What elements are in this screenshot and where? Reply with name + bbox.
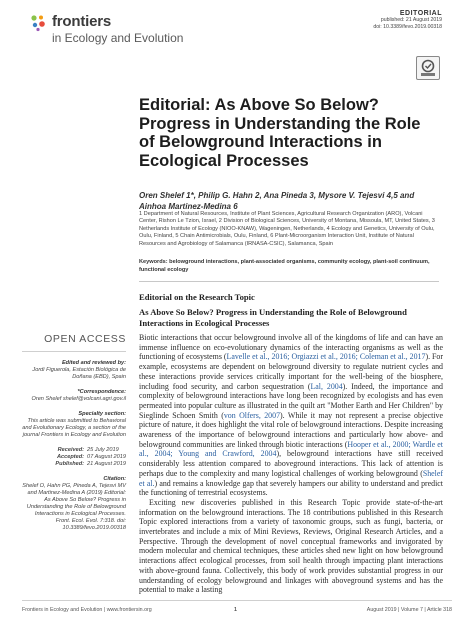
text-run: ). Indeed, the importance and complexity of belowground interactions have long been recognized by ecologists and has even permeated into popular culture as illustrated in the quilt art "Mother Earth and Her Children" by Sieglinde Schoen Smith ( (139, 381, 443, 420)
paragraph: Exciting new discoveries published in this Research Topic provide state-of-the-art information on the belowground interactions. The 18 contributions published in this Research Topic explored interactions from a variety of taxonomic groups, such as fungi, bacteria, or invertebrates and include a mix of Mini Reviews, Reviews, Original Research Articles, and a Perspective. Through the development of novel conceptual frameworks and invigorated by modern molecular and chemical techniques, these articles shed new light on how belowground interactions affect ecological processes, from soil health through impacting plant interactions with above-ground fauna. Collectively, this body of work provides substantial progress in our understanding of ecology belowground and linkages with aboveground systems and has the potential to make a lasting (139, 497, 443, 595)
check-for-updates-icon (417, 57, 439, 79)
check-for-updates-button[interactable] (416, 56, 440, 80)
citation-label: Citation: (103, 476, 126, 482)
article-title: Editorial: As Above So Below? Progress in Understanding the Role of Belowground Interactions in Ecological Processes (139, 96, 421, 170)
specialty-label: Specialty section: (78, 411, 126, 417)
footer-journal[interactable]: Frontiers in Ecology and Evolution | www.frontiersin.org (22, 607, 152, 613)
text-run: ). While it may not represent a precise objective picture of nature, it does highlight the vital role of belowground interactions. Despite increasing awareness of the importance of belowground interactions and particularly how above- and belowground communities are linked through biotic interactions ( (139, 410, 443, 449)
logo-wordmark: frontiers (52, 13, 112, 30)
text-run: ), belowground interactions have still received considerably less attention compared to aboveground interactions. This lack of attention is perhaps due to the complexity and many logistical challenges of working belowground ( (139, 449, 443, 478)
citation-link[interactable]: von Olfers, 2007 (223, 410, 281, 420)
footer-issue: August 2019 | Volume 7 | Article 318 (366, 607, 452, 613)
citation-link[interactable]: Shelef et al. (139, 468, 443, 488)
citation-link[interactable]: Lavelle et al., 2016; Orgiazzi et al., 2016; Coleman et al., 2017 (226, 352, 426, 362)
keywords-text: belowground interactions, plant-associated organisms, community ecology, plant-soil continuum, functional ecology (139, 259, 430, 273)
article-dates (22, 447, 126, 468)
correspondence-text[interactable]: Oren Shelef shelef@volcani.agri.gov.il (31, 396, 126, 402)
citation-link[interactable]: Lal, 2004 (310, 381, 343, 391)
doi-link[interactable]: doi: 10.3389/fevo.2019.00318 (373, 24, 442, 30)
article-meta (282, 10, 442, 31)
article-body (139, 333, 443, 595)
research-topic-title[interactable]: As Above So Below? Progress in Understanding the Role of Belowground Interactions in Ecological Processes (139, 307, 407, 328)
author-list[interactable]: Oren Shelef 1*, Philip G. Hahn 2, Ana Pineda 3, Mysore V. Tejesvi 4,5 and Ainhoa Martinez-Medina 6 (139, 191, 415, 211)
published-date-side: 21 August 2019 (87, 461, 126, 467)
correspondence-label: *Correspondence: (77, 389, 126, 395)
text-run: ). For example, ecosystems are dependent on belowground diversity to regulate nutrient cycles and these interactions provide services critically important for the well-being of the biosphere, including food security, and carbon sequestration ( (139, 352, 443, 391)
footer-divider (22, 600, 452, 601)
keywords (139, 259, 439, 274)
journal-name: in Ecology and Evolution (52, 31, 184, 45)
citation-link[interactable]: Hooper et al., 2000; Wardle et al., 2004; Young and Crawford, 2004 (139, 439, 443, 459)
article-sidebar (22, 333, 126, 540)
published-date: published: 21 August 2019 (380, 17, 442, 23)
text-run: ) and remains a knowledge gap that severely hampers our ability to understand and predict the functioning of terrestrial ecosystems. (139, 478, 443, 498)
journal-logo[interactable] (30, 12, 220, 52)
article-type: EDITORIAL (399, 10, 442, 17)
section-heading: Editorial on the Research Topic (139, 292, 255, 302)
keywords-label: Keywords: (139, 259, 168, 265)
open-access-label: OPEN ACCESS (22, 333, 126, 352)
text-run: Biotic interactions that occur belowground involve all of the kingdoms of life and can have an immense influence on eco-evolutionary dynamics of the interacting organisms as well as the functioning of ecosystems ( (139, 333, 443, 362)
published-label: Published: (55, 461, 85, 467)
frontiers-logo-icon (30, 14, 48, 32)
affiliations: 1 Department of Natural Resources, Institute of Plant Sciences, Agricultural Research Organization (ARO), Volcani Center, Rishon Le Tzion, Israel, 2 Division of Biological Sciences, University of Montana, Missoula, MT, United States, 3 Netherlands Institute of Ecology (NIOO-KNAW), Wageningen, Netherlands, 4 Ecology and Genetics, University of Oulu, Oulu, Finland, 5 Chain Antimicrobials, Oulu, Finland, 6 Plant-Microorganism Interaction Unit, Institute of Natural Resources and Agrobiology of Salamanca (IRNASA-CSIC), Salamanca, Spain (139, 211, 435, 247)
edited-label: Edited and reviewed by: (61, 360, 126, 366)
page-number: 1 (234, 607, 237, 613)
accepted-label: Accepted: (56, 454, 85, 460)
accepted-date: 07 August 2019 (87, 454, 126, 460)
received-date: 25 July 2019 (87, 447, 119, 453)
paragraph (139, 333, 443, 498)
specialty-text: This article was submitted to Behavioral and Evolutionary Ecology, a section of the journal Frontiers in Ecology and Evolution (22, 418, 126, 438)
editor-text: Jordi Figuerola, Estación Biológica de Doñana (EBD), Spain (32, 367, 126, 380)
received-label: Received: (57, 447, 85, 453)
divider (139, 281, 439, 282)
citation-text: Shelef O, Hahn PG, Pineda A, Tejesvi MV and Martinez-Medina A (2019) Editorial: As Above So Below? Progress in Understanding the Role of Belowground Interactions in Ecological Processes. Front. Ecol. Evol. 7:318. doi: 10.3389/fevo.2019.00318 (22, 483, 126, 531)
